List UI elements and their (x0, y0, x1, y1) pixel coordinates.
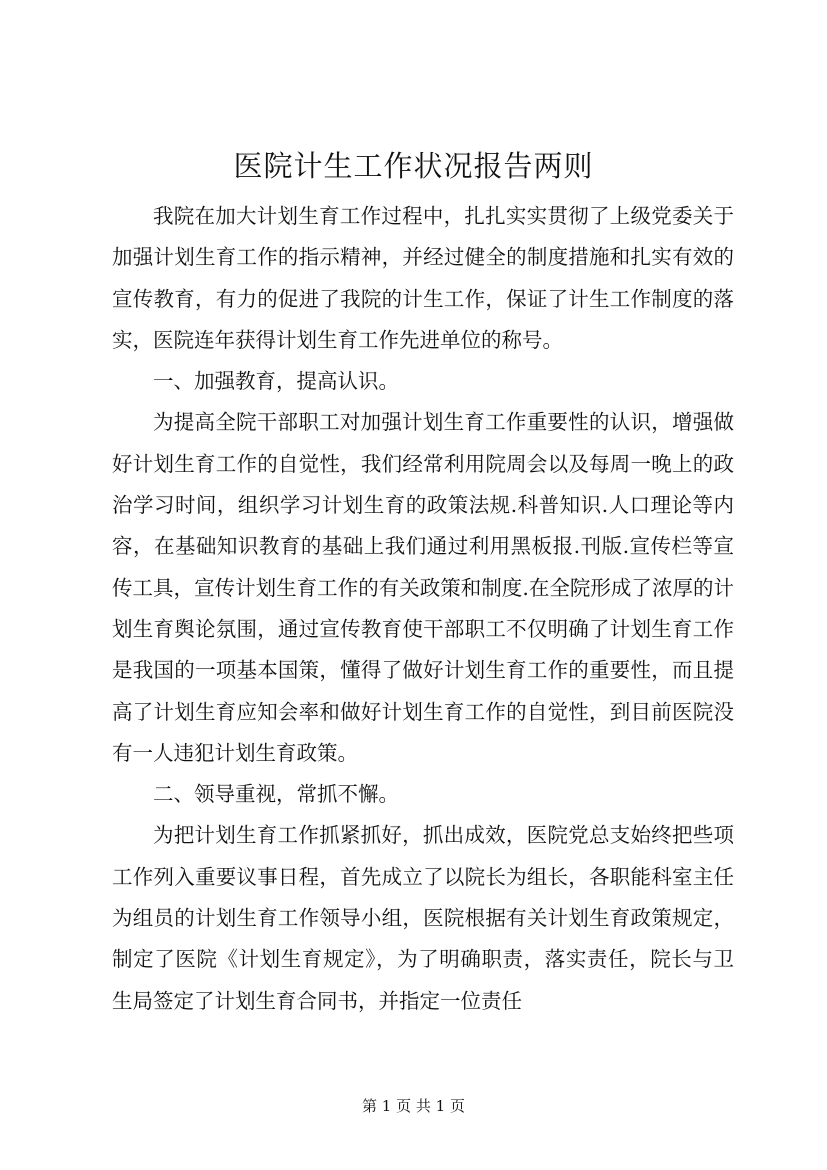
section-heading: 一、加强教育，提高认识。 (153, 369, 399, 394)
body-paragraph: 为把计划生育工作抓紧抓好，抓出成效，医院党总支始终把些项工作列入重要议事日程，首先成立了以院长为组长，各职能科室主任为组员的计划生育工作领导小组，医院根据有关计划生育政策规定，制定了医院《计划生育规定》，为了明确职责，落实责任，院长与卫生局签定了计划生育合同书，并指定一位责任 (112, 823, 734, 1013)
section-heading: 二、领导重视，常抓不懈。 (153, 782, 399, 807)
body-paragraph: 为提高全院干部职工对加强计划生育工作重要性的认识，增强做好计划生育工作的自觉性，我们经常利用院周会以及每周一晚上的政治学习时间，组织学习计划生育的政策法规.科普知识.人口理论等内容，在基础知识教育的基础上我们通过利用黑板报.刊版.宣传栏等宣传工具，宣传计划生育工作的有关政策和制度.在全院形成了浓厚的计划生育舆论氛围，通过宣传教育使干部职工不仅明确了计划生育工作是我国的一项基本国策，懂得了做好计划生育工作的重要性，而且提高了计划生育应知会率和做好计划生育工作的自觉性，到目前医院没有一人违犯计划生育政策。 (112, 410, 734, 765)
document-title: 医院计生工作状况报告两则 (233, 149, 594, 183)
document-body (112, 196, 734, 1022)
page-number-footer: 第 1 页 共 1 页 (362, 1097, 465, 1115)
body-paragraph: 我院在加大计划生育工作过程中，扎扎实实贯彻了上级党委关于加强计划生育工作的指示精神，并经过健全的制度措施和扎实有效的宣传教育，有力的促进了我院的计生工作，保证了计生工作制度的落实，医院连年获得计划生育工作先进单位的称号。 (112, 204, 734, 352)
